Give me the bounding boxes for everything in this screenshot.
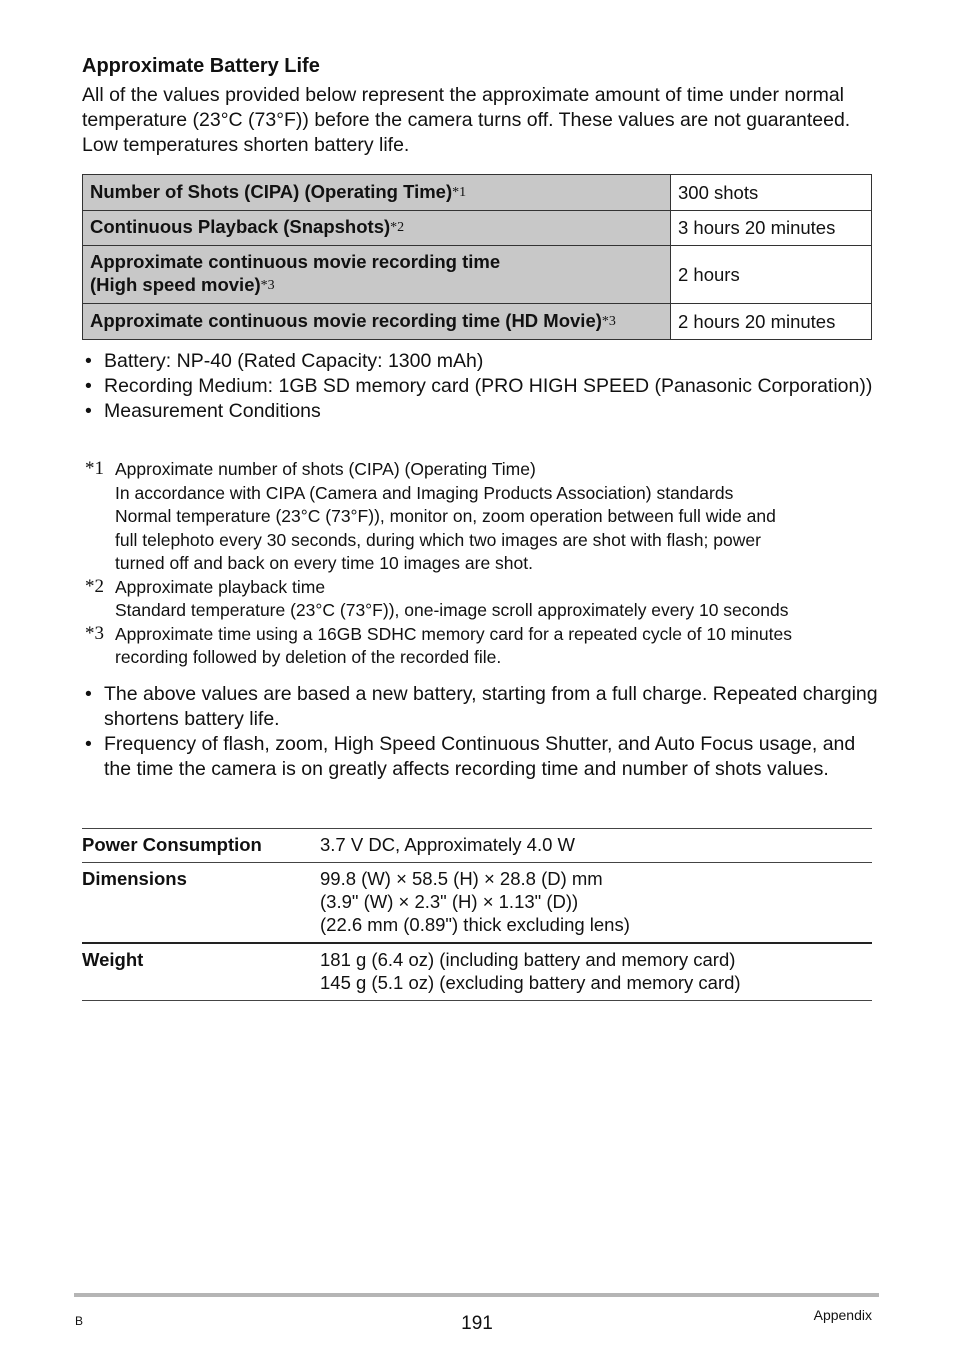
footnotes — [82, 458, 882, 670]
specifications-table — [82, 828, 872, 1001]
bullet-icon: • — [85, 400, 92, 422]
battery-life-table — [82, 174, 872, 340]
footnote-mark: *3 — [260, 278, 275, 293]
remarks-list — [82, 682, 882, 782]
footnote-mark: *3 — [85, 622, 104, 644]
table-row — [83, 175, 872, 211]
footer-section-name: Appendix — [813, 1307, 872, 1323]
footnote: *2 Approximate playback time Standard temperature (23°C (73°F)), one-image scroll approximately every 10 seconds — [85, 575, 789, 620]
spec-row-power — [82, 829, 872, 863]
list-item: • Battery: NP-40 (Rated Capacity: 1300 mAh) — [85, 350, 484, 372]
footnote-mark: *2 — [390, 220, 405, 235]
footnote-mark: *1 — [85, 458, 104, 479]
footnote-mark: *3 — [601, 313, 616, 329]
row-value: 3 hours 20 minutes — [671, 211, 872, 246]
row-value: 2 hours 20 minutes — [671, 304, 872, 340]
table-row — [83, 304, 872, 340]
row-label: Approximate continuous movie recording time (High speed movie)*3 — [83, 246, 671, 304]
bullet-icon: • — [85, 683, 92, 705]
row-label: Number of Shots (CIPA) (Operating Time)*1 — [83, 175, 671, 211]
footnote-mark: *2 — [85, 575, 104, 597]
list-item: • Recording Medium: 1GB SD memory card (PRO HIGH SPEED (Panasonic Corporation)) — [85, 375, 873, 397]
spec-label: Weight — [82, 949, 144, 970]
list-item: • Measurement Conditions — [85, 400, 321, 422]
spec-label: Dimensions — [82, 868, 187, 889]
list-item: • The above values are based a new battery, starting from a full charge. Repeated charging shortens battery life. — [85, 683, 878, 730]
row-value: 300 shots — [671, 175, 872, 211]
section-title: Approximate Battery Life — [82, 55, 320, 77]
footnote: *3 Approximate time using a 16GB SDHC memory card for a repeated cycle of 10 minutes recording followed by deletion of the recorded file. — [85, 622, 792, 667]
row-label: Approximate continuous movie recording time (HD Movie)*3 — [83, 304, 671, 340]
table-row — [83, 211, 872, 246]
intro-paragraph: All of the values provided below represent the approximate amount of time under normal temperature (23°C (73°F)) before the camera turns off. These values are not guaranteed. Low temperatures shorten battery life. — [82, 84, 851, 156]
spec-values: 99.8 (W) × 58.5 (H) × 28.8 (D) mm (3.9" (W) × 2.3" (H) × 1.13" (D)) (22.6 mm (0.89") thick excluding lens) — [320, 868, 630, 935]
footnote-mark: *1 — [452, 184, 467, 200]
conditions-list — [82, 349, 882, 424]
page-number: 191 — [461, 1313, 493, 1334]
spec-values: 181 g (6.4 oz) (including battery and memory card) 145 g (5.1 oz) (excluding battery and memory card) — [320, 949, 741, 993]
footnote: *1 Approximate number of shots (CIPA) (Operating Time) In accordance with CIPA (Camera and Imaging Products Association) standards Normal temperature (23°C (73°F)), monitor on, zoom operation between full wide and full telephoto every 30 seconds, during which two images are shot with flash; power turned off and back on every time 10 images are shot. — [85, 458, 776, 573]
row-label: Continuous Playback (Snapshots)*2 — [83, 211, 671, 246]
footer-divider — [74, 1293, 879, 1297]
spec-row-dimensions — [82, 863, 872, 944]
spec-label: Power Consumption — [82, 834, 262, 855]
bullet-icon: • — [85, 350, 92, 372]
row-value: 2 hours — [671, 246, 872, 304]
bullet-icon: • — [85, 733, 92, 755]
footer-language-code: B — [75, 1314, 84, 1328]
list-item: • Frequency of flash, zoom, High Speed Continuous Shutter, and Auto Focus usage, and the time the camera is on greatly affects recording time and number of shots values. — [85, 733, 856, 780]
table-row — [83, 246, 872, 304]
spec-row-weight — [82, 944, 872, 1001]
spec-values: 3.7 V DC, Approximately 4.0 W — [320, 834, 575, 855]
bullet-icon: • — [85, 375, 92, 397]
